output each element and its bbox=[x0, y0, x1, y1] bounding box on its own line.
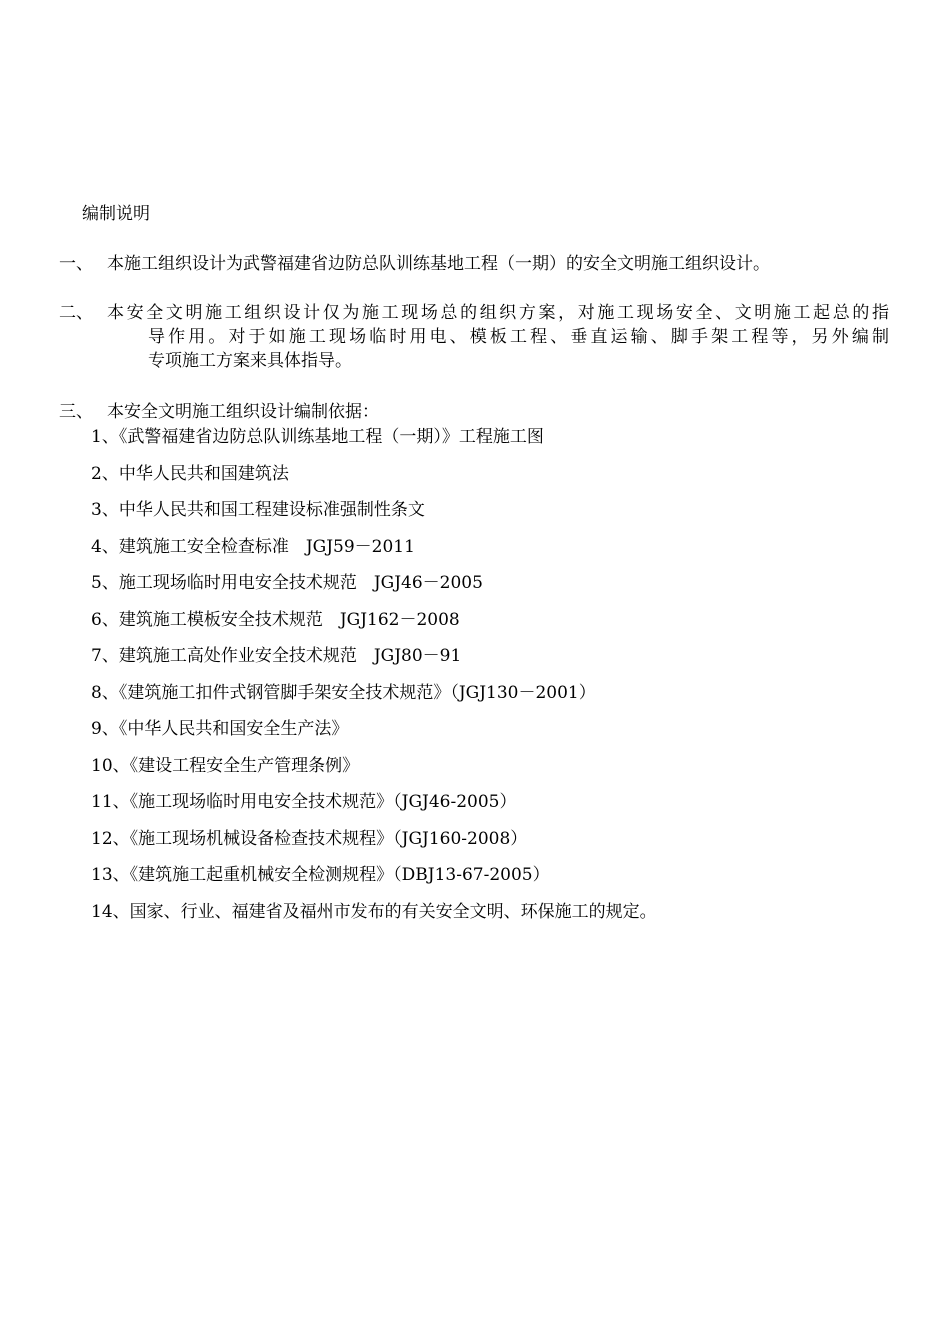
list-item: 14、国家、行业、福建省及福州市发布的有关安全文明、环保施工的规定。 bbox=[91, 901, 657, 922]
list-item: 1、《武警福建省边防总队训练基地工程（一期）》工程施工图 bbox=[91, 427, 544, 447]
list-item: 7、建筑施工高处作业安全技术规范 JGJ80－91 bbox=[91, 646, 462, 666]
section-text: 本施工组织设计为武警福建省边防总队训练基地工程（一期）的安全文明施工组织设计。 bbox=[107, 254, 770, 274]
list-item: 3、中华人民共和国工程建设标准强制性条文 bbox=[91, 500, 425, 520]
list-item: 6、建筑施工模板安全技术规范 JGJ162－2008 bbox=[91, 609, 460, 630]
section-number: 一、 bbox=[59, 254, 93, 274]
list-item: 12、《施工现场机械设备检查技术规程》（JGJ160-2008） bbox=[91, 828, 528, 849]
reference-list bbox=[91, 425, 657, 936]
document-title: 编制说明 bbox=[82, 204, 150, 224]
list-item: 10、《建设工程安全生产管理条例》 bbox=[91, 755, 360, 776]
section-number: 二、 bbox=[59, 303, 93, 323]
section-text-line: 本安全文明施工组织设计仅为施工现场总的组织方案，对施工现场安全、文明施工起总的指 bbox=[107, 303, 889, 323]
section-number: 三、 bbox=[59, 402, 93, 422]
section-text-line: 导作用。对于如施工现场临时用电、模板工程、垂直运输、脚手架工程等，另外编制 bbox=[148, 327, 889, 347]
list-item: 8、《建筑施工扣件式钢管脚手架安全技术规范》（JGJ130－2001） bbox=[91, 682, 596, 703]
section-text bbox=[107, 301, 889, 373]
section-text: 本安全文明施工组织设计编制依据： bbox=[107, 402, 379, 422]
list-item: 5、施工现场临时用电安全技术规范 JGJ46－2005 bbox=[91, 573, 483, 593]
list-item: 13、《建筑施工起重机械安全检测规程》（DBJ13-67-2005） bbox=[91, 865, 550, 885]
list-item: 4、建筑施工安全检查标准 JGJ59－2011 bbox=[91, 536, 415, 557]
list-item: 11、《施工现场临时用电安全技术规范》（JGJ46-2005） bbox=[91, 792, 517, 812]
list-item: 2、中华人民共和国建筑法 bbox=[91, 463, 289, 484]
list-item: 9、《中华人民共和国安全生产法》 bbox=[91, 719, 349, 739]
section-text-line: 专项施工方案来具体指导。 bbox=[148, 351, 352, 371]
